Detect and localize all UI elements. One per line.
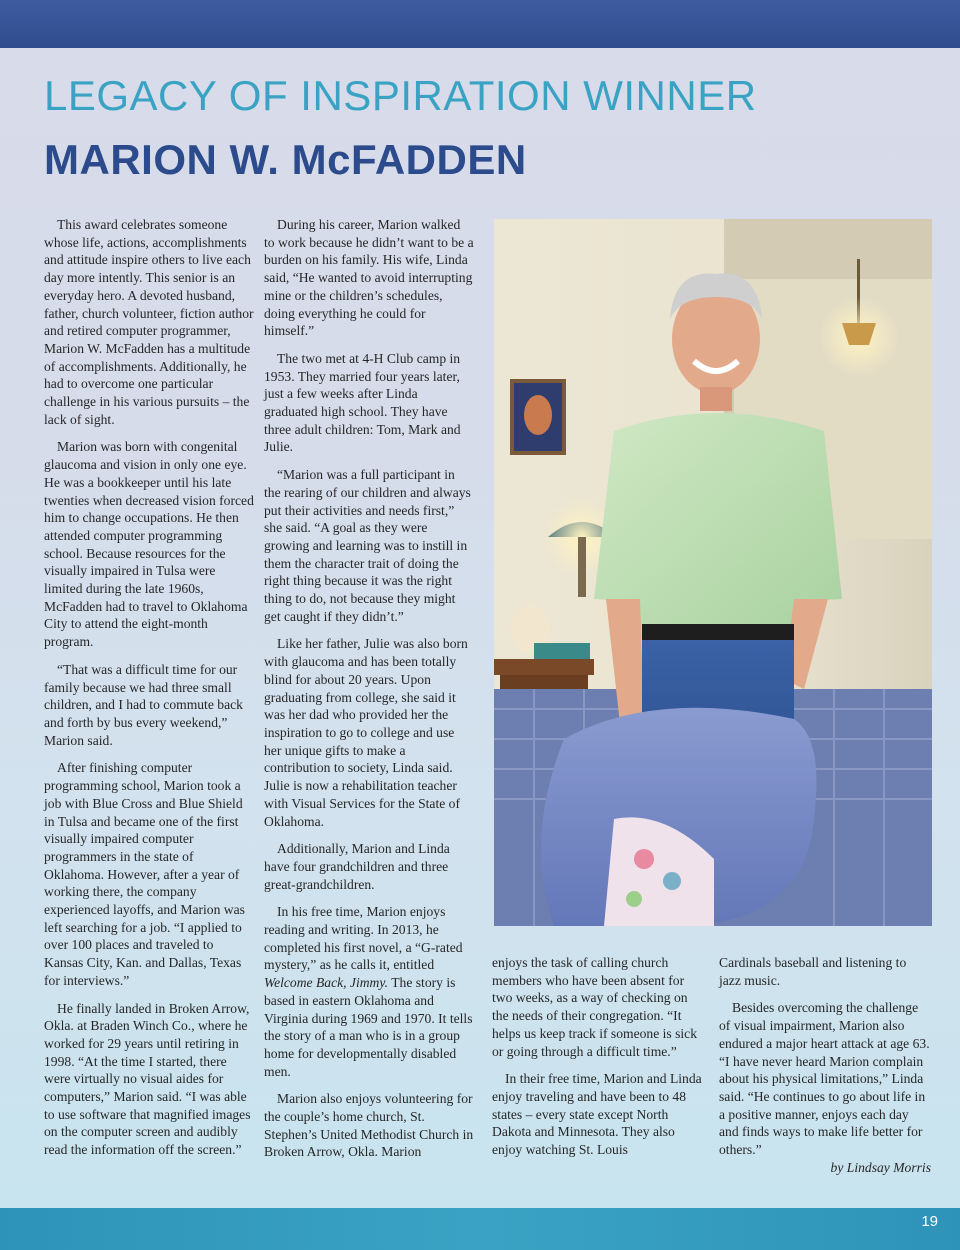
text-run: The story is based in eastern Oklahoma and Virginia during 1969 and 1970. It tells the story of a man who is in a group home for developmentally disabled men. — [264, 975, 473, 1079]
award-kicker: LEGACY OF INSPIRATION WINNER — [44, 72, 757, 119]
page-title: MARION W. McFADDEN — [44, 136, 527, 183]
page-number: 19 — [921, 1213, 938, 1230]
paragraph: Marion was born with congenital glaucoma and vision in only one eye. He was a bookkeeper until his late twenties when decreased vision forced him to change occupations. He then attended computer programming school. Because resources for the visually impaired in Tulsa were limited during the late 1960s, McFadden had to travel to Oklahoma City to attend the eight-month program. — [44, 439, 254, 650]
article-column-2 — [264, 216, 474, 1161]
paragraph: Like her father, Julie was also born with glaucoma and has been totally blind for about 20 years. Upon graduating from college, she said it was her dad who provided her the inspiration to go to college and use her unique gifts to make a contribution to society, Linda said. Julie is now a rehabilitation teacher with Visual Services for the State of Oklahoma. — [264, 636, 468, 829]
portrait-image — [494, 219, 932, 926]
paragraph: This award celebrates someone whose life, actions, accomplishments and attitude inspire others to live each day more intently. This senior is an everyday hero. A devoted husband, father, church volunteer, fiction author and retired computer programmer, Marion W. McFadden has a multitude of accomplishments. Additionally, he had to overcome one particular challenge in his various pursuits – the lack of sight. — [44, 217, 254, 427]
paragraph: Additionally, Marion and Linda have four grandchildren and three great-grandchildren. — [264, 841, 450, 892]
top-color-band — [0, 0, 960, 48]
paragraph: “Marion was a full participant in the rearing of our children and always put their activities and needs first,” she said. “A goal as they were growing and learning was to instill in them the character trait of doing the right thing because it was the right thing to do, not because they might get caught if they didn’t.” — [264, 467, 471, 624]
text-run: In his free time, Marion enjoys reading and writing. In 2013, he completed his first novel, a “G-rated mystery,” as he calls it, entitled — [264, 904, 463, 973]
paragraph: enjoys the task of calling church members who have been absent for two weeks, as a way of checking on the needs of their congregation. “It helps us keep track if someone is sick or going through a difficult time.” — [492, 955, 697, 1059]
paragraph: During his career, Marion walked to work because he didn’t want to be a burden on his family. His wife, Linda said, “He wanted to avoid interrupting mine or the children’s schedules, doing everything he could for himself.” — [264, 217, 474, 339]
paragraph: After finishing computer programming school, Marion took a job with Blue Cross and Blue Shield in Tulsa and became one of the first visually impaired computer programmers in the state of Oklahoma. However, after a year of working there, the company experienced layoffs, and Marion was left searching for a job. “I applied to over 100 places and traveled to Kansas City, Kan. and Dallas, Texas for interviews.” — [44, 760, 245, 988]
article-column-4 — [719, 954, 931, 1176]
portrait-photo — [494, 219, 932, 926]
article-column-1 — [44, 216, 254, 1159]
paragraph: “That was a difficult time for our family because we had three small children, and I had to commute back and forth by bus every weekend,” Marion said. — [44, 661, 243, 748]
paragraph: Marion also enjoys volunteering for the couple’s home church, St. Stephen’s United Methodist Church in Broken Arrow, Okla. Marion — [264, 1091, 474, 1160]
paragraph: Cardinals baseball and listening to jazz music. — [719, 955, 907, 988]
article-column-3 — [492, 954, 702, 1159]
paragraph: In their free time, Marion and Linda enjoy traveling and have been to 48 states – every state except North Dakota and Minnesota. They also enjoy watching St. Louis — [492, 1071, 702, 1158]
paragraph: Besides overcoming the challenge of visual impairment, Marion also endured a major heart attack at age 63. “I have never heard Marion complain about his physical limitations,” Linda said. “He continues to go about life in a positive manner, enjoys each day and finds ways to make life better for others.” — [719, 1000, 930, 1158]
byline: by Lindsay Morris — [830, 1159, 931, 1175]
paragraph: The two met at 4-H Club camp in 1953. They married four years later, just a few weeks after Linda graduated high school. They have three adult children: Tom, Mark and Julie. — [264, 350, 461, 455]
paragraph — [264, 903, 474, 1080]
paragraph: He finally landed in Broken Arrow, Okla. at Braden Winch Co., where he worked for 29 years until retiring in 1998. “At the time I started, there were virtually no visual aides for computers,” Marion said. “I was able to use software that magnified images on the computer screen and audibly read the information off the screen.” — [44, 1000, 251, 1158]
bottom-color-band — [0, 1208, 960, 1250]
novel-title: Welcome Back, Jimmy. — [264, 975, 389, 991]
